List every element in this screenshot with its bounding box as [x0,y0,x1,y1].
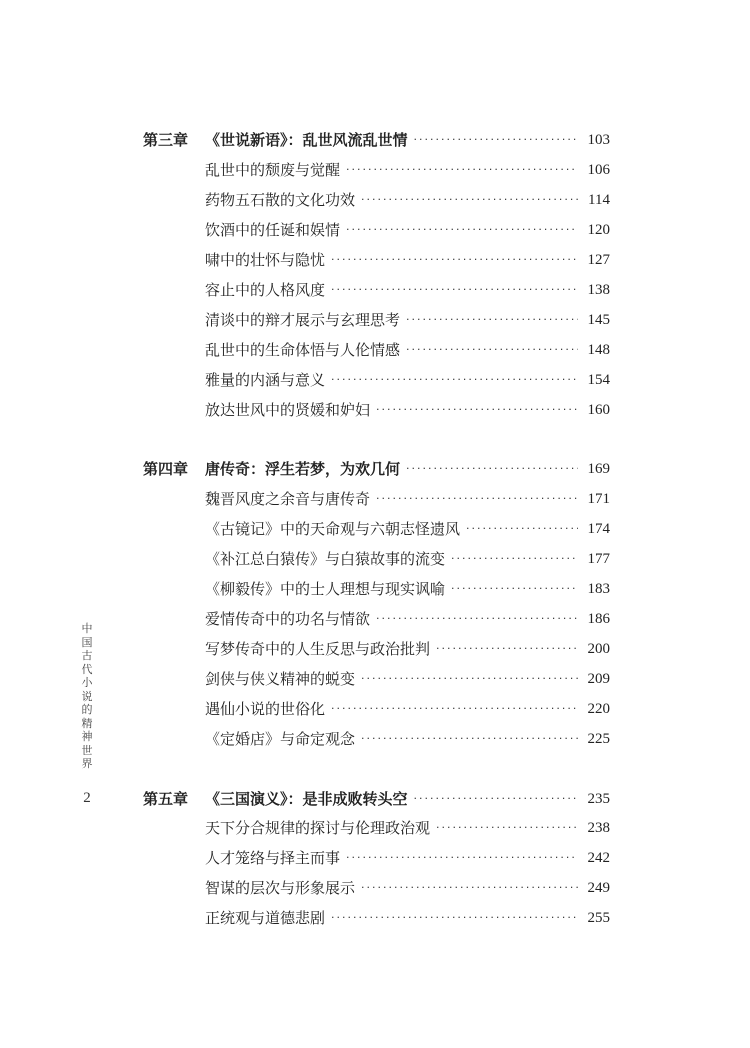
section-title: 《定婚店》与命定观念 [205,730,356,748]
section-title: 天下分合规律的探讨与伦理政治观 [205,819,431,837]
leader-dots [331,367,578,393]
chapter-number: 第五章 [143,790,189,808]
leader-dots [376,397,578,423]
page-number: 171 [587,491,610,507]
page-number: 160 [587,402,610,418]
page-number: 174 [587,521,610,537]
section-title: 魏晋风度之余音与唐传奇 [205,490,371,508]
leader-dots [436,815,578,841]
section-entry [143,875,610,901]
section-title: 正统观与道德悲剧 [205,909,326,927]
section-entry [143,247,610,273]
section-title: 写梦传奇中的人生反思与政治批判 [205,640,431,658]
page-number: 138 [587,282,610,298]
section-title: 爱情传奇中的功名与情欲 [205,610,371,628]
section-entry [143,546,610,572]
leader-dots [451,576,578,602]
page-number: 238 [587,820,610,836]
page-number: 186 [587,611,610,627]
leader-dots [331,247,578,273]
leader-dots [346,217,578,243]
chapter-number: 第四章 [143,460,189,478]
leader-dots [346,157,578,183]
chapter-title: 《世说新语》：乱世风流乱世情 [205,131,408,149]
leader-dots [331,696,578,722]
section-title: 《柳毅传》中的士人理想与现实讽喻 [205,580,446,598]
section-entry [143,576,610,602]
section-entry [143,187,610,213]
leader-dots [361,875,578,901]
leader-dots [406,307,578,333]
page-number: 209 [587,671,610,687]
section-title: 剑侠与侠义精神的蜕变 [205,670,356,688]
leader-dots [406,337,578,363]
leader-dots [436,636,578,662]
page-number: 242 [587,850,610,866]
page-number: 169 [587,461,610,477]
section-entry [143,337,610,363]
section-entry [143,636,610,662]
folio-page-number: 2 [83,790,91,806]
section-entry [143,277,610,303]
page-number: 154 [587,372,610,388]
section-entry [143,307,610,333]
section-entry [143,845,610,871]
section-entry [143,217,610,243]
page-number: 183 [587,581,610,597]
page-number: 200 [587,641,610,657]
section-entry [143,696,610,722]
section-entry [143,486,610,512]
page-number: 127 [587,252,610,268]
section-title: 容止中的人格风度 [205,281,326,299]
section-title: 《古镜记》中的天命观与六朝志怪遗风 [205,520,461,538]
page-number: 120 [587,222,610,238]
page-number: 106 [587,162,610,178]
leader-dots [361,666,578,692]
leader-dots [376,486,578,512]
leader-dots [414,786,578,812]
page-number: 103 [587,132,610,148]
chapter-heading [143,127,610,153]
leader-dots [361,187,578,213]
leader-dots [376,606,578,632]
leader-dots [414,127,578,153]
page-number: 148 [587,342,610,358]
page-number: 235 [587,791,610,807]
running-book-title: 中 国 古 代 小 说 的 精 神 世 界 [81,622,93,770]
section-entry [143,157,610,183]
chapter-heading [143,456,610,482]
page-number: 114 [588,192,610,208]
section-entry [143,606,610,632]
leader-dots [331,905,578,931]
section-title: 遇仙小说的世俗化 [205,700,326,718]
section-entry [143,397,610,423]
section-entry [143,815,610,841]
page-number: 220 [587,701,610,717]
section-title: 清谈中的辩才展示与玄理思考 [205,311,401,329]
section-title: 啸中的壮怀与隐忧 [205,251,326,269]
leader-dots [361,726,578,752]
section-entry [143,367,610,393]
leader-dots [466,516,578,542]
chapter-number: 第三章 [143,131,189,149]
section-title: 雅量的内涵与意义 [205,371,326,389]
leader-dots [331,277,578,303]
section-title: 放达世风中的贤媛和妒妇 [205,401,371,419]
section-entry [143,905,610,931]
section-title: 药物五石散的文化功效 [205,191,356,209]
section-title: 饮酒中的任诞和娱情 [205,221,341,239]
leader-dots [406,456,578,482]
section-title: 智谋的层次与形象展示 [205,879,356,897]
section-entry [143,516,610,542]
chapter-heading [143,786,610,812]
section-title: 《补江总白猿传》与白猿故事的流变 [205,550,446,568]
chapter-title: 《三国演义》：是非成败转头空 [205,790,408,808]
chapter-title: 唐传奇：浮生若梦，为欢几何 [205,460,401,478]
page-number: 177 [587,551,610,567]
page-number: 145 [587,312,610,328]
leader-dots [451,546,578,572]
section-entry [143,666,610,692]
page-number: 249 [587,880,610,896]
section-title: 乱世中的颓废与觉醒 [205,161,341,179]
section-title: 人才笼络与择主而事 [205,849,341,867]
leader-dots [346,845,578,871]
page-number: 255 [587,910,610,926]
section-title: 乱世中的生命体悟与人伦情感 [205,341,401,359]
page-number: 225 [587,731,610,747]
section-entry [143,726,610,752]
